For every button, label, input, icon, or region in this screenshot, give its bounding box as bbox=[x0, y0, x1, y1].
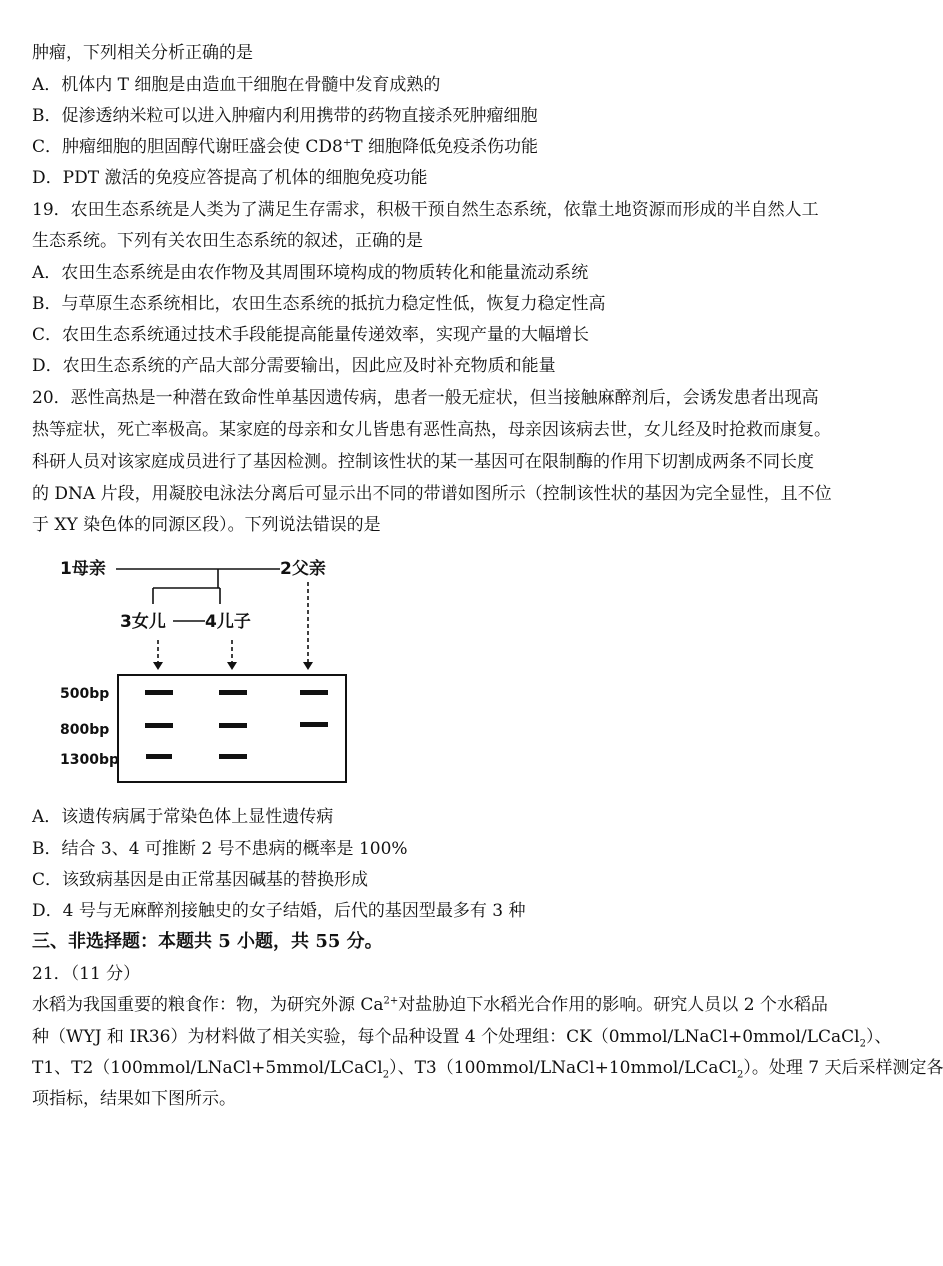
band-label-800bp: 800bp bbox=[60, 722, 110, 738]
q21-line4: 项指标，结果如下图所示。 bbox=[32, 1089, 236, 1109]
q19-stem-line1: 19．农田生态系统是人类为了满足生存需求，积极干预自然生态系统，依靠土地资源而形成的半自然人工 bbox=[32, 200, 819, 220]
father-arrow-head bbox=[303, 662, 313, 670]
q20-option-d: D．4 号与无麻醉剂接触史的女子结婚，后代的基因型最多有 3 种 bbox=[32, 901, 526, 921]
q20-stem-line2: 热等症状，死亡率极高。某家庭的母亲和女儿皆患有恶性高热，母亲因该病去世，女儿经及时抢救而康复。 bbox=[32, 420, 831, 440]
q20-stem-line3: 科研人员对该家庭成员进行了基因检测。控制该性状的某一基因可在限制酶的作用下切割成两条不同长度 bbox=[32, 452, 814, 472]
q21-line1-post: 对盐胁迫下水稻光合作用的影响。研究人员以 2 个水稻品 bbox=[398, 995, 828, 1015]
q18-option-c-pre: C．肿瘤细胞的胆固醇代谢旺盛会使 CD8 bbox=[32, 137, 343, 157]
q21-line2-sub: 2 bbox=[859, 1038, 866, 1050]
q18-option-c bbox=[32, 136, 872, 158]
band-daughter-800 bbox=[145, 723, 173, 728]
q21-line2 bbox=[32, 1026, 892, 1050]
band-label-500bp: 500bp bbox=[60, 686, 110, 702]
q21-line2-post: ）、 bbox=[865, 1027, 892, 1047]
q21-line1-pre: 水稻为我国重要的粮食作：物，为研究外源 Ca bbox=[32, 995, 384, 1015]
label-son: 4儿子 bbox=[205, 612, 251, 632]
q21-line3-b: ）、T3（100mmol/LNaCl+10mmol/LCaCl bbox=[389, 1058, 737, 1078]
q18-option-c-sup: + bbox=[342, 137, 352, 149]
q19-option-d: D．农田生态系统的产品大部分需要输出，因此应及时补充物质和能量 bbox=[32, 356, 556, 376]
q18-option-a: A．机体内 T 细胞是由造血干细胞在骨髓中发育成熟的 bbox=[32, 75, 441, 95]
q21-line3-a: T1、T2（100mmol/LNaCl+5mmol/LCaCl bbox=[32, 1058, 383, 1078]
band-father-500 bbox=[300, 690, 328, 695]
label-mother: 1母亲 bbox=[60, 559, 106, 579]
q20-stem-line4: 的 DNA 片段，用凝胶电泳法分离后可显示出不同的带谱如图所示（控制该性状的基因为完全显性，且不位 bbox=[32, 484, 832, 504]
pedigree-gel-figure bbox=[60, 552, 360, 792]
q21-line1-sup: 2+ bbox=[383, 995, 399, 1007]
band-daughter-500 bbox=[145, 690, 173, 695]
band-label-1300bp: 1300bp bbox=[60, 752, 120, 768]
q21-line3-c: ）。处理 7 天后采样测定各 bbox=[743, 1058, 943, 1078]
band-son-500 bbox=[219, 690, 247, 695]
daughter-arrow-head bbox=[153, 662, 163, 670]
q18-stem-tail: 肿瘤，下列相关分析正确的是 bbox=[32, 43, 253, 63]
q19-option-a: A．农田生态系统是由农作物及其周围环境构成的物质转化和能量流动系统 bbox=[32, 263, 589, 283]
son-arrow-head bbox=[227, 662, 237, 670]
band-son-1300 bbox=[219, 754, 247, 759]
q21-line3 bbox=[32, 1057, 943, 1081]
band-son-800 bbox=[219, 723, 247, 728]
q19-option-c: C．农田生态系统通过技术手段能提高能量传递效率，实现产量的大幅增长 bbox=[32, 325, 590, 345]
q18-option-d: D．PDT 激活的免疫应答提高了机体的细胞免疫功能 bbox=[32, 168, 428, 188]
q20-stem-line1: 20．恶性高热是一种潜在致命性单基因遗传病，患者一般无症状，但当接触麻醉剂后，会诱发患者出现高 bbox=[32, 388, 819, 408]
q18-option-c-post: T 细胞降低免疫杀伤功能 bbox=[351, 137, 539, 157]
q19-option-b: B．与草原生态系统相比，农田生态系统的抵抗力稳定性低，恢复力稳定性高 bbox=[32, 294, 606, 314]
band-daughter-1300 bbox=[146, 754, 172, 759]
label-daughter: 3女儿 bbox=[120, 612, 166, 632]
q20-stem-line5: 于 XY 染色体的同源区段）。下列说法错误的是 bbox=[32, 515, 381, 535]
q21-number: 21．（11 分） bbox=[32, 964, 141, 984]
q21-line2-pre: 种（WYJ 和 IR36）为材料做了相关实验，每个品种设置 4 个处理组：CK（0mmol/LNaCl+0mmol/LCaCl bbox=[32, 1027, 860, 1047]
q21-line3-sub2: 2 bbox=[736, 1069, 744, 1081]
q20-option-b: B．结合 3、4 可推断 2 号不患病的概率是 100% bbox=[32, 839, 408, 859]
q21-line3-sub1: 2 bbox=[382, 1069, 390, 1081]
q21-line1 bbox=[32, 994, 872, 1016]
label-father: 2父亲 bbox=[280, 559, 326, 579]
q18-option-b: B．促渗透纳米粒可以进入肿瘤内利用携带的药物直接杀死肿瘤细胞 bbox=[32, 106, 538, 126]
q20-option-a: A．该遗传病属于常染色体上显性遗传病 bbox=[32, 807, 334, 827]
q20-option-c: C．该致病基因是由正常基因碱基的替换形成 bbox=[32, 870, 369, 890]
band-father-800 bbox=[300, 722, 328, 727]
section-3-title: 三、非选择题：本题共 5 小题，共 55 分。 bbox=[32, 931, 383, 952]
q19-stem-line2: 生态系统。下列有关农田生态系统的叙述，正确的是 bbox=[32, 231, 423, 251]
